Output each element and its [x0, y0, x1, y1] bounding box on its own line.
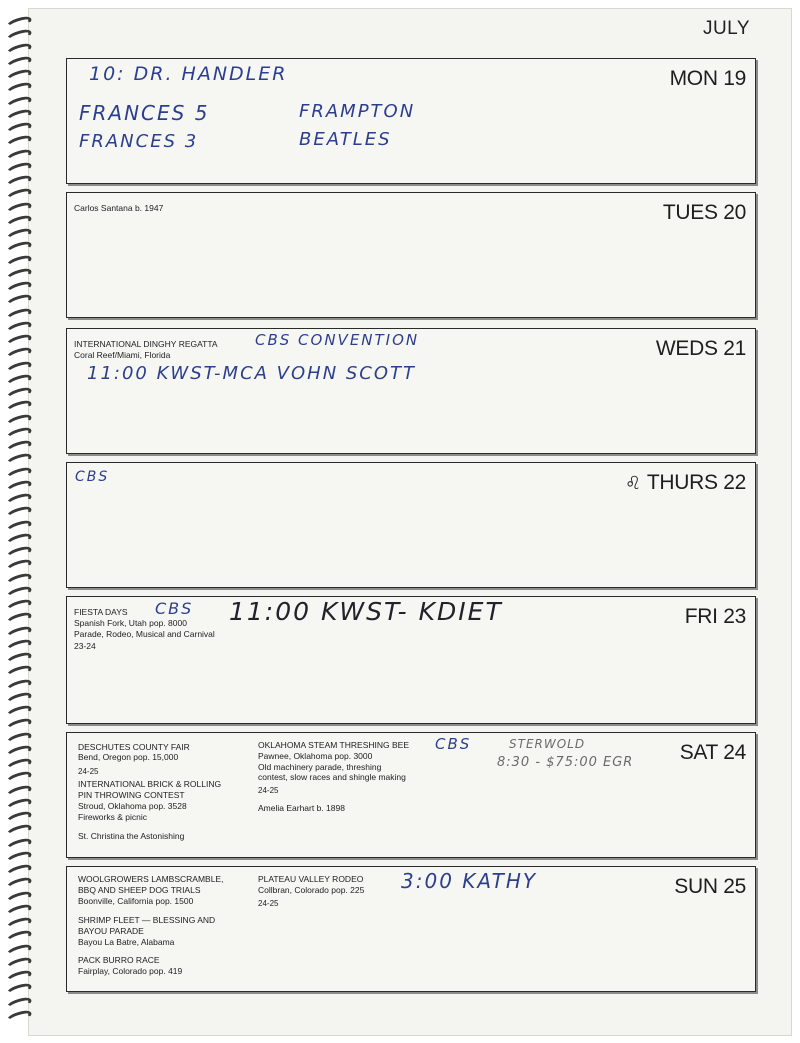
printed-event: 24-25 — [258, 899, 279, 908]
spiral-ring — [5, 889, 33, 907]
spiral-ring — [5, 557, 33, 575]
printed-event: PACK BURRO RACE — [78, 955, 160, 965]
spiral-ring — [5, 133, 33, 151]
printed-event: INTERNATIONAL BRICK & ROLLING — [78, 779, 222, 789]
printed-event: Boonville, California pop. 1500 — [78, 896, 194, 906]
spiral-ring — [5, 186, 33, 204]
handwritten-note: 11:00 KWST-MCA VOHN SCOTT — [87, 363, 417, 384]
spiral-ring — [5, 345, 33, 363]
spiral-ring — [5, 518, 33, 536]
printed-event: Bend, Oregon pop. 15,000 — [78, 752, 179, 762]
handwritten-note: CBS — [75, 469, 110, 485]
printed-event: Coral Reef/Miami, Florida — [74, 350, 171, 360]
day-label: SAT 24 — [679, 741, 746, 764]
month-label: JULY — [702, 18, 750, 39]
spiral-ring — [5, 783, 33, 801]
printed-event: Fairplay, Colorado pop. 419 — [78, 966, 183, 976]
day-box-mon[interactable] — [66, 58, 756, 184]
day-box-sun[interactable] — [66, 866, 756, 992]
printed-event: WOOLGROWERS LAMBSCRAMBLE, — [78, 874, 224, 884]
printed-event: PIN THROWING CONTEST — [78, 790, 185, 800]
spiral-ring — [5, 716, 33, 734]
printed-event: Bayou La Batre, Alabama — [78, 937, 175, 947]
handwritten-note: CBS — [155, 599, 194, 618]
spiral-ring — [5, 610, 33, 628]
spiral-ring — [5, 465, 33, 483]
printed-event: Parade, Rodeo, Musical and Carnival — [74, 629, 215, 639]
spiral-ring — [5, 359, 33, 377]
spiral-ring — [5, 292, 33, 310]
printed-event: 24-25 — [78, 767, 99, 776]
spiral-ring — [5, 995, 33, 1013]
spiral-ring — [5, 41, 33, 59]
printed-event: 24-25 — [258, 786, 279, 795]
handwritten-note: STERWOLD — [509, 737, 586, 751]
day-box-weds[interactable] — [66, 328, 756, 454]
spiral-ring — [5, 306, 33, 324]
spiral-ring — [5, 928, 33, 946]
printed-event: Amelia Earhart b. 1898 — [258, 803, 345, 813]
handwritten-note: FRAMPTON — [299, 101, 416, 122]
handwritten-note: CBS CONVENTION — [255, 331, 420, 349]
spiral-ring — [5, 730, 33, 748]
printed-event: St. Christina the Astonishing — [78, 831, 185, 841]
printed-event: 23-24 — [74, 641, 96, 651]
handwritten-note: FRANCES 3 — [79, 131, 199, 152]
day-label: MON 19 — [669, 67, 746, 90]
spiral-ring — [5, 504, 33, 522]
spiral-ring — [5, 412, 33, 430]
printed-event: Old machinery parade, threshing — [258, 762, 382, 772]
printed-event: Pawnee, Oklahoma pop. 3000 — [258, 751, 373, 761]
printed-event: DESCHUTES COUNTY FAIR — [78, 742, 190, 752]
printed-event: Collbran, Colorado pop. 225 — [258, 885, 365, 895]
printed-event: contest, slow races and shingle making — [258, 772, 406, 782]
day-label: FRI 23 — [684, 605, 746, 628]
spiral-ring — [5, 200, 33, 218]
printed-event: PLATEAU VALLEY RODEO — [258, 874, 364, 884]
day-box-sat[interactable] — [66, 732, 756, 858]
handwritten-note: BEATLES — [299, 129, 392, 150]
spiral-ring — [5, 836, 33, 854]
spiral-ring — [5, 398, 33, 416]
spiral-ring — [5, 27, 33, 45]
handwritten-note: 11:00 KWST- KDIET — [229, 597, 503, 626]
spiral-ring — [5, 677, 33, 695]
printed-event: Stroud, Oklahoma pop. 3528 — [78, 801, 187, 811]
spiral-ring — [5, 822, 33, 840]
spiral-ring — [5, 80, 33, 98]
handwritten-note: 10: DR. HANDLER — [89, 63, 288, 85]
spiral-ring — [5, 663, 33, 681]
printed-event: OKLAHOMA STEAM THRESHING BEE — [258, 740, 409, 750]
spiral-ring — [5, 94, 33, 112]
printed-event: BAYOU PARADE — [78, 926, 144, 936]
spiral-ring — [5, 147, 33, 165]
spiral-ring — [5, 253, 33, 271]
day-label: SUN 25 — [674, 875, 746, 898]
leo-icon: ♌ — [625, 473, 641, 494]
day-label: ♌ THURS 22 — [625, 471, 746, 494]
spiral-ring — [5, 769, 33, 787]
spiral-ring — [5, 239, 33, 257]
day-box-thurs[interactable] — [66, 462, 756, 588]
spiral-ring — [5, 942, 33, 960]
day-label: TUES 20 — [662, 201, 746, 224]
spiral-ring — [5, 451, 33, 469]
day-label: WEDS 21 — [655, 337, 746, 360]
spiral-binding — [4, 18, 34, 1028]
printed-event: FIESTA DAYS — [74, 607, 128, 617]
spiral-ring — [5, 981, 33, 999]
spiral-ring — [5, 1008, 33, 1026]
handwritten-note: FRANCES 5 — [79, 101, 210, 125]
printed-event: SHRIMP FLEET — BLESSING AND — [78, 915, 216, 925]
spiral-ring — [5, 624, 33, 642]
printed-event: Spanish Fork, Utah pop. 8000 — [74, 618, 187, 628]
spiral-ring — [5, 571, 33, 589]
printed-event: INTERNATIONAL DINGHY REGATTA — [74, 339, 218, 349]
spiral-ring — [5, 875, 33, 893]
day-box-fri[interactable] — [66, 596, 756, 724]
printed-event: BBQ AND SHEEP DOG TRIALS — [78, 885, 201, 895]
printed-event: Carlos Santana b. 1947 — [74, 203, 164, 213]
handwritten-note: CBS — [435, 735, 472, 753]
day-box-tues[interactable] — [66, 192, 756, 318]
printed-event: Fireworks & picnic — [78, 812, 147, 822]
handwritten-note: 3:00 KATHY — [401, 869, 538, 893]
handwritten-note: 8:30 - $75:00 EGR — [497, 755, 634, 770]
